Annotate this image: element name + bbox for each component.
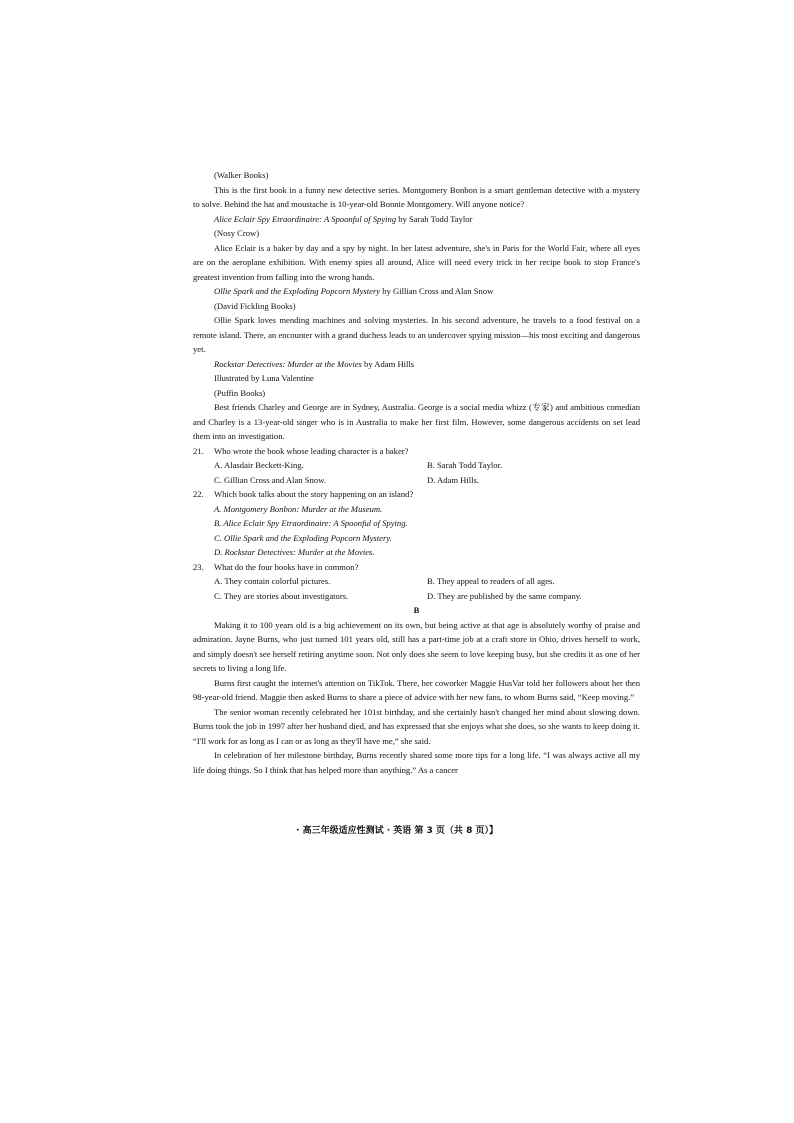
question-number: 21. — [193, 445, 204, 456]
book-description: Ollie Spark loves mending machines and solving mysteries. In his second adventure, he travels to a food festival on a remote island. There, an encounter with a grand duchess leads to an undercover spying mission—his most exciting and dangerous yet. — [193, 315, 640, 354]
book-author: by Gillian Cross and Alan Snow — [380, 286, 494, 296]
question-23 — [193, 560, 640, 575]
options-row — [193, 473, 640, 488]
book-publisher: (David Fickling Books) — [214, 300, 296, 311]
option-a: A. Montgomery Bonbon: Murder at the Museum. — [214, 503, 383, 514]
book-illustrator: Illustrated by Luna Valentine — [214, 373, 314, 383]
options-row — [193, 574, 640, 589]
option-b: B. They appeal to readers of all ages. — [427, 576, 555, 586]
passage-paragraph: The senior woman recently celebrated her 101st birthday, and she certainly hasn't changed her mind about slowing down. Burns took the job in 1997 after her husband died, and has expressed that she enjoys what she does, so she wants to keep doing it. “I'll work for as long as I can or as long as they'll have me,” she said. — [193, 706, 640, 746]
book-title-line — [193, 284, 640, 299]
option-d: D. They are published by the same company. — [427, 590, 582, 601]
question-number: 23. — [193, 561, 204, 572]
option-b: B. Alice Eclair Spy Etraordinaire: A Spoonful of Spying. — [214, 518, 408, 528]
option-c: C. Gillian Cross and Alan Snow. — [214, 474, 326, 485]
option-c: C. They are stories about investigators. — [214, 590, 349, 601]
book-author: by Adam Hills — [361, 358, 415, 369]
passage-paragraph: Making it to 100 years old is a big achievement on its own, but being active at that age is absolutely worthy of praise and admiration. Jayne Burns, who just turned 101 years old, still has a part-time job at a craft store in Ohio, drives herself to work, and simply doesn't see herself retiring anytime soon. Not only does she seem to love keeping busy, but she credits it as one of her secrets to living a long life. — [193, 619, 640, 673]
option-c: C. Ollie Spark and the Exploding Popcorn Mystery. — [214, 532, 392, 543]
book-author: by Sarah Todd Taylor — [396, 213, 473, 224]
book-title: Rockstar Detectives: Murder at the Movies — [214, 358, 362, 369]
question-stem: What do the four books have in common? — [214, 561, 359, 572]
book-description: Alice Eclair is a baker by day and a spy by night. In her latest adventure, she's in Paris for the World Fair, where all eyes are on the aeroplane exhibition. With enemy spies all around, Alice will need every trick in her recipe book to stop France's greatest invention from falling into the wrong hands. — [193, 242, 640, 282]
page-footer: · 高三年级适应性测试 · 英语 第 3 页（共 8 页）】 — [296, 826, 498, 836]
book-description: Best friends Charley and George are in Sydney, Australia. George is a social media whizz (专家) and ambitious comedian and Charley is a 13-year-old singer who is in Australia to make her first film. However, some dangerous accidents on set lead them into an investigation. — [193, 402, 640, 441]
option-b: B. Sarah Todd Taylor. — [427, 460, 503, 470]
options-row — [193, 589, 640, 604]
book-title: Ollie Spark and the Exploding Popcorn Mystery — [214, 286, 381, 296]
book-publisher: (Nosy Crow) — [214, 228, 260, 238]
book-title-line — [193, 212, 640, 227]
book-title: Alice Eclair Spy Etraordinaire: A Spoonful of Spying — [214, 213, 397, 224]
options-row — [193, 458, 640, 473]
page-content — [193, 168, 640, 777]
option-d: D. Adam Hills. — [427, 474, 480, 485]
book-description: This is the first book in a funny new detective series. Montgomery Bonbon is a smart gentleman detective with a mystery to solve. Behind the hat and moustache is 10-year-old Bonnie Montgomery. Will anyone notice? — [193, 184, 640, 209]
question-stem: Which book talks about the story happening on an island? — [214, 489, 414, 499]
option-d: D. Rockstar Detectives: Murder at the Movies. — [214, 547, 375, 557]
question-22 — [193, 487, 640, 502]
book-title-line — [193, 357, 640, 372]
section-heading: B — [413, 605, 420, 615]
question-number: 22. — [193, 489, 204, 499]
option-a: A. Alasdair Beckett-King. — [214, 460, 304, 470]
question-stem: Who wrote the book whose leading character is a baker? — [214, 445, 409, 456]
passage-paragraph: In celebration of her milestone birthday, Burns recently shared some more tips for a long life. “I was always active all my life doing things. So I think that has helped more than anything.” As a cancer — [193, 750, 640, 775]
book-publisher: (Walker Books) — [214, 170, 269, 180]
option-a: A. They contain colorful pictures. — [214, 576, 331, 586]
book-publisher: (Puffin Books) — [214, 387, 266, 398]
passage-paragraph: Burns first caught the internet's attention on TikTok. There, her coworker Maggie HusVar told her followers about her then 98-year-old friend. Maggie then asked Burns to share a piece of advice with her new fans, to whom Burns said, “Keep moving.” — [193, 677, 640, 702]
question-21 — [193, 444, 640, 459]
